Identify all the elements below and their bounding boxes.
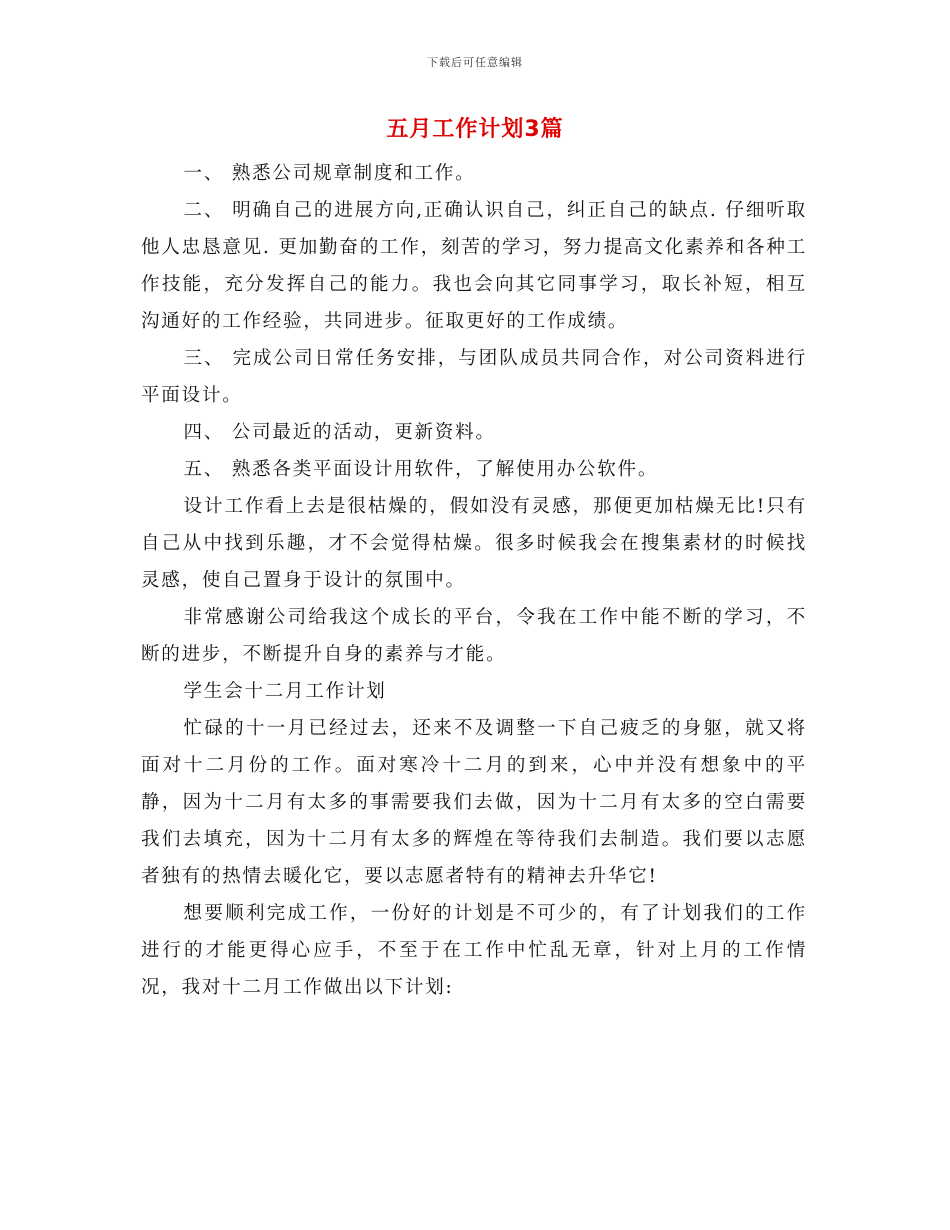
paragraph-6: 设计工作看上去是很枯燥的，假如没有灵感，那便更加枯燥无比!只有自己从中找到乐趣，才不会觉得枯燥。很多时候我会在搜集素材的时候找灵感，使自己置身于设计的氛围中。 [141, 496, 807, 591]
paragraph-2: 二、 明确自己的进展方向,正确认识自己，纠正自己的缺点. 仔细听取他人忠恳意见. 更加勤奋的工作，刻苦的学习，努力提高文化素养和各种工作技能，充分发挥自己的能力。我也会向其它同事学习，取长补短，相互沟通好的工作经验，共同进步。征取更好的工作成绩。 [141, 200, 807, 332]
paragraph-5: 五、 熟悉各类平面设计用软件，了解使用办公软件。 [183, 459, 659, 480]
paragraph-4: 四、 公司最近的活动，更新资料。 [183, 422, 496, 443]
page-header-note: 下载后可任意编辑 [427, 56, 523, 69]
document-body [141, 155, 807, 1006]
paragraph-9: 想要顺利完成工作，一份好的计划是不可少的，有了计划我们的工作进行的才能更得心应手，不至于在工作中忙乱无章，针对上月的工作情况，我对十二月工作做出以下计划: [141, 903, 807, 998]
paragraph-8: 忙碌的十一月已经过去，还来不及调整一下自己疲乏的身躯，就又将面对十二月份的工作。面对寒冷十二月的到来，心中并没有想象中的平静，因为十二月有太多的事需要我们去做，因为十二月有太多的空白需要我们去填充，因为十二月有太多的辉煌在等待我们去制造。我们要以志愿者独有的热情去暖化它，要以志愿者特有的精神去升华它! [141, 718, 807, 887]
paragraph-7: 非常感谢公司给我这个成长的平台，令我在工作中能不断的学习，不断的进步，不断提升自身的素养与才能。 [141, 607, 807, 665]
paragraph-3: 三、 完成公司日常任务安排，与团队成员共同合作，对公司资料进行平面设计。 [141, 348, 807, 406]
paragraph-1: 一、 熟悉公司规章制度和工作。 [183, 163, 476, 184]
document-title: 五月工作计划3篇 [386, 117, 564, 142]
section-heading: 学生会十二月工作计划 [183, 681, 387, 702]
